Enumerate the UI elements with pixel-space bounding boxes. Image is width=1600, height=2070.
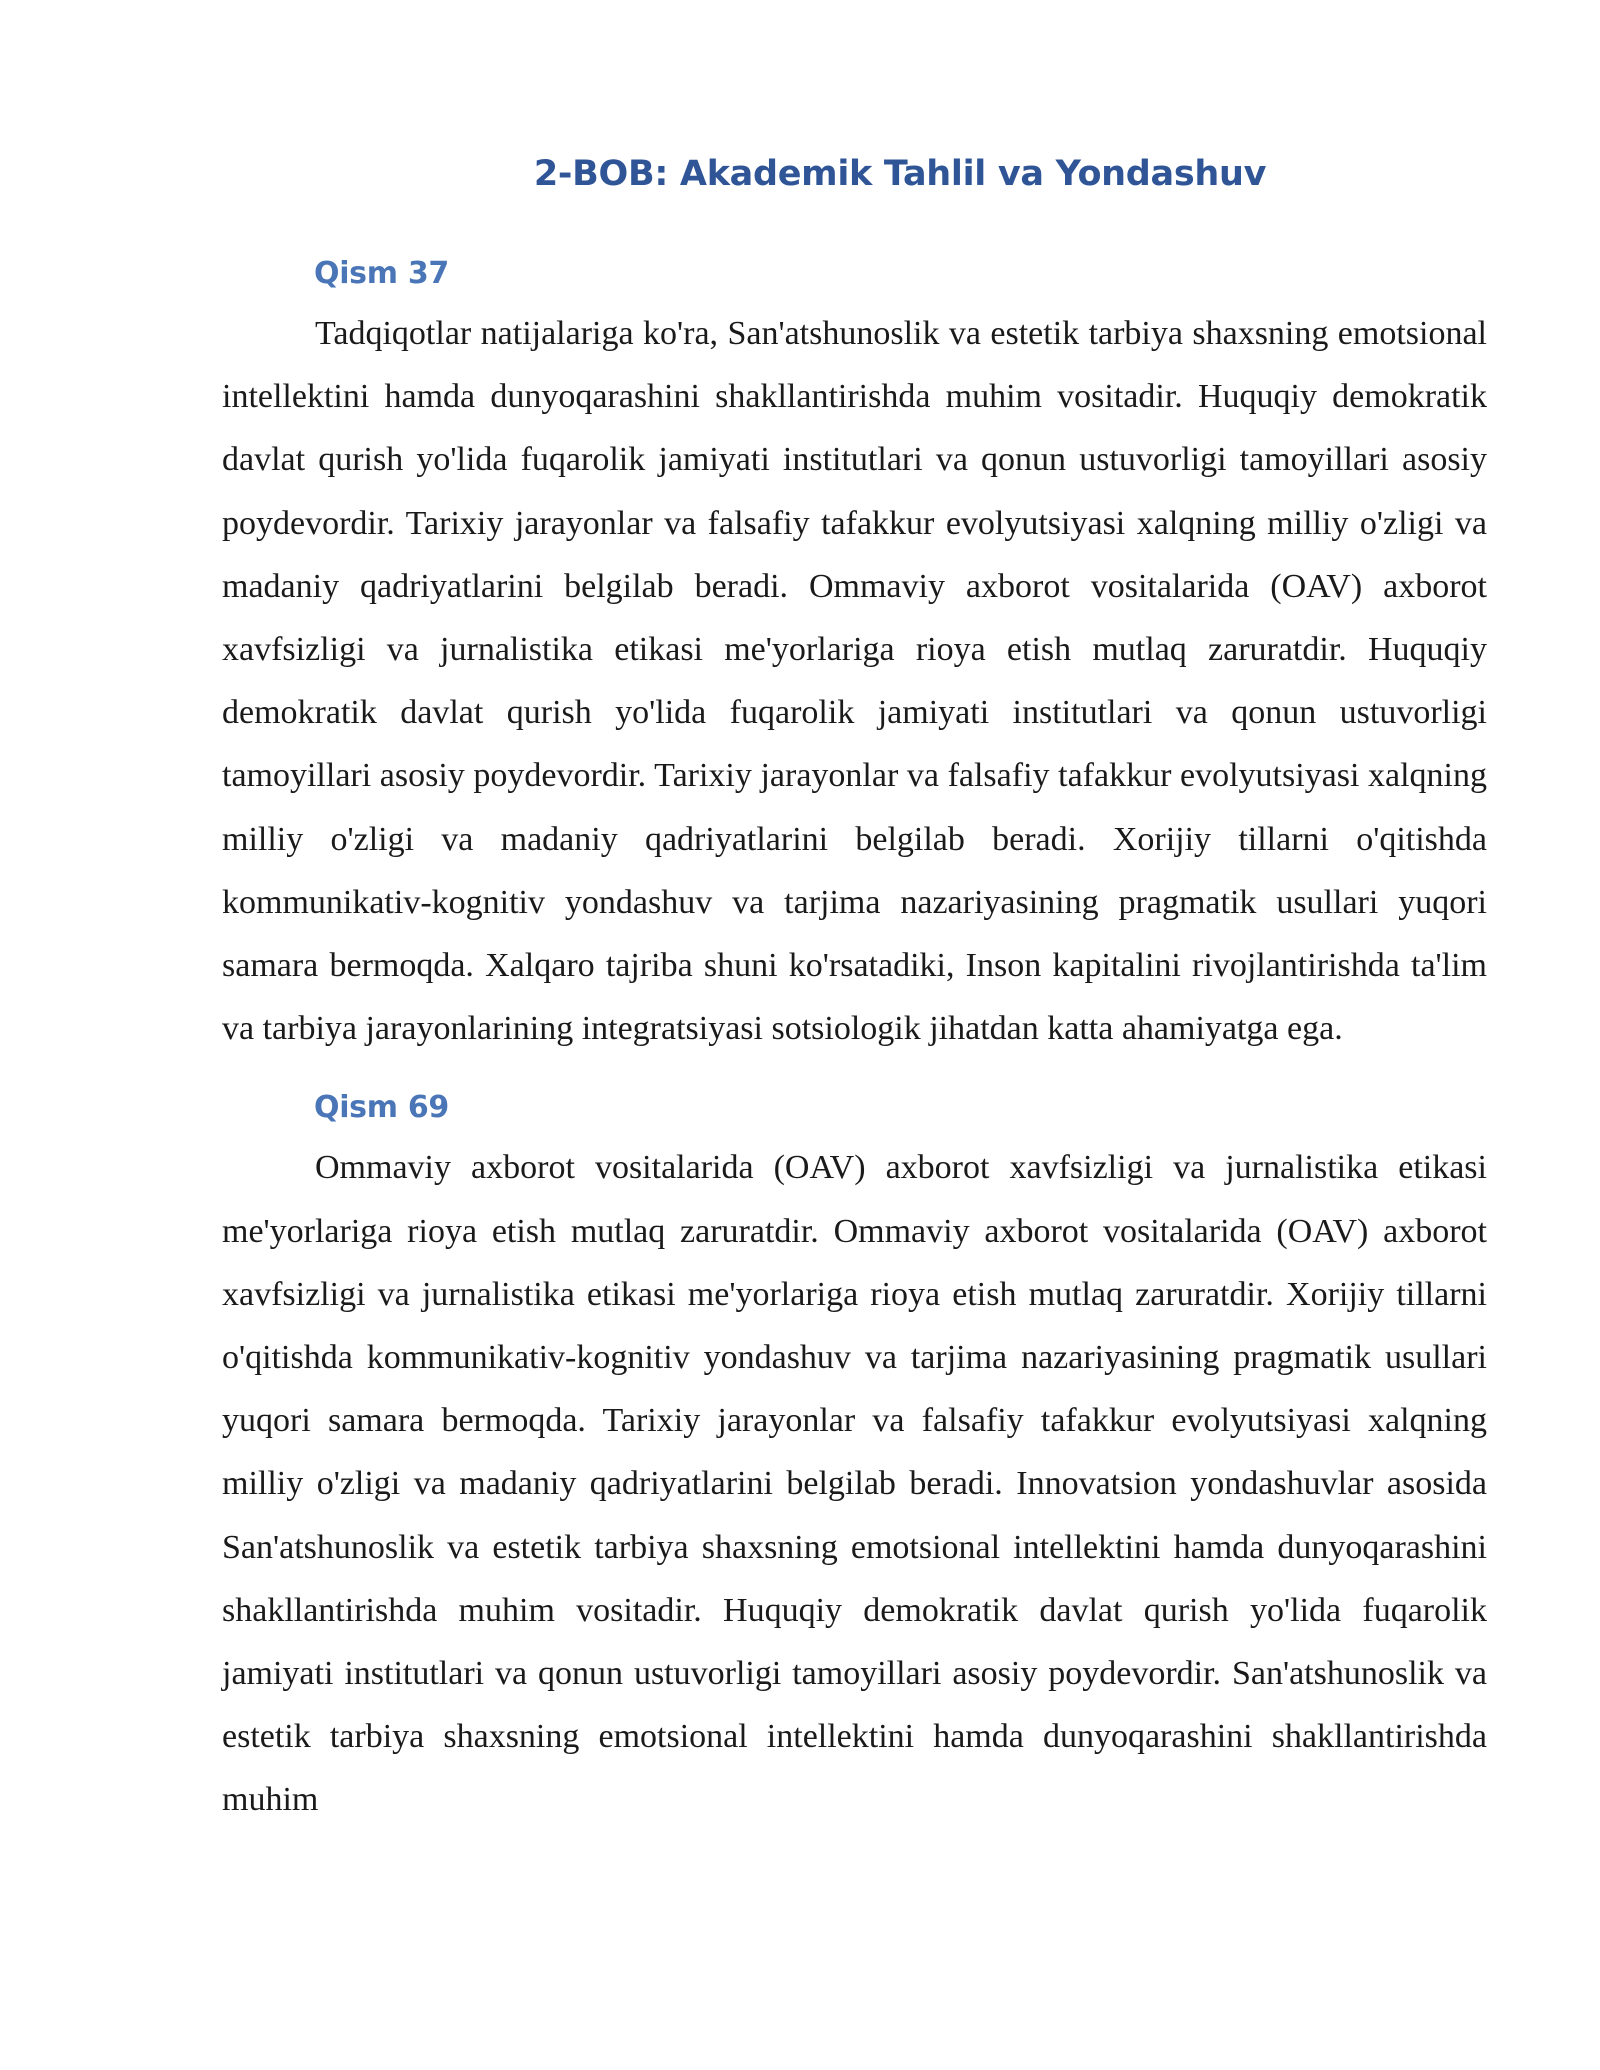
document-body [222,250,1487,1832]
section-paragraph: Tadqiqotlar natijalariga ko'ra, San'atshunoslik va estetik tarbiya shaxsning emotsional intellektini hamda dunyoqarashini shakllantirishda muhim vositadir. Huquqiy demokratik davlat qurish yo'lida fuqarolik jamiyati institutlari va qonun ustuvorligi tamoyillari asosiy poydevordir. Tarixiy jarayonlar va falsafiy tafakkur evolyutsiyasi xalqning milliy o'zligi va madaniy qadriyatlarini belgilab beradi. Ommaviy axborot vositalarida (OAV) axborot xavfsizligi va jurnalistika etikasi me'yorlariga rioya etish mutlaq zaruratdir. Huquqiy demokratik davlat qurish yo'lida fuqarolik jamiyati institutlari va qonun ustuvorligi tamoyillari asosiy poydevordir. Tarixiy jarayonlar va falsafiy tafakkur evolyutsiyasi xalqning milliy o'zligi va madaniy qadriyatlarini belgilab beradi. Xorijiy tillarni o'qitishda kommunikativ-kognitiv yondashuv va tarjima nazariyasining pragmatik usullari yuqori samara bermoqda. Xalqaro tajriba shuni ko'rsatadiki, Inson kapitalini rivojlantirishda ta'lim va tarbiya jarayonlarining integratsiyasi sotsiologik jihatdan katta ahamiyatga ega. [222,315,1487,1048]
section-qism-69 [222,1084,1487,1831]
section-heading: Qism 69 [314,1090,449,1126]
chapter-title: 2-BOB: Akademik Tahlil va Yondashuv [533,154,1267,194]
section-qism-37 [222,250,1487,1060]
section-heading: Qism 37 [314,256,449,291]
section-paragraph: Ommaviy axborot vositalarida (OAV) axborot xavfsizligi va jurnalistika etikasi me'yorlariga rioya etish mutlaq zaruratdir. Ommaviy axborot vositalarida (OAV) axborot xavfsizligi va jurnalistika etikasi me'yorlariga rioya etish mutlaq zaruratdir. Xorijiy tillarni o'qitishda kommunikativ-kognitiv yondashuv va tarjima nazariyasining pragmatik usullari yuqori samara bermoqda. Tarixiy jarayonlar va falsafiy tafakkur evolyutsiyasi xalqning milliy o'zligi va madaniy qadriyatlarini belgilab beradi. Innovatsion yondashuvlar asosida San'atshunoslik va estetik tarbiya shaxsning emotsional intellektini hamda dunyoqarashini shakllantirishda muhim vositadir. Huquqiy demokratik davlat qurish yo'lida fuqarolik jamiyati institutlari va qonun ustuvorligi tamoyillari asosiy poydevordir. San'atshunoslik va estetik tarbiya shaxsning emotsional intellektini hamda dunyoqarashini shakllantirishda muhim [222,1149,1487,1819]
